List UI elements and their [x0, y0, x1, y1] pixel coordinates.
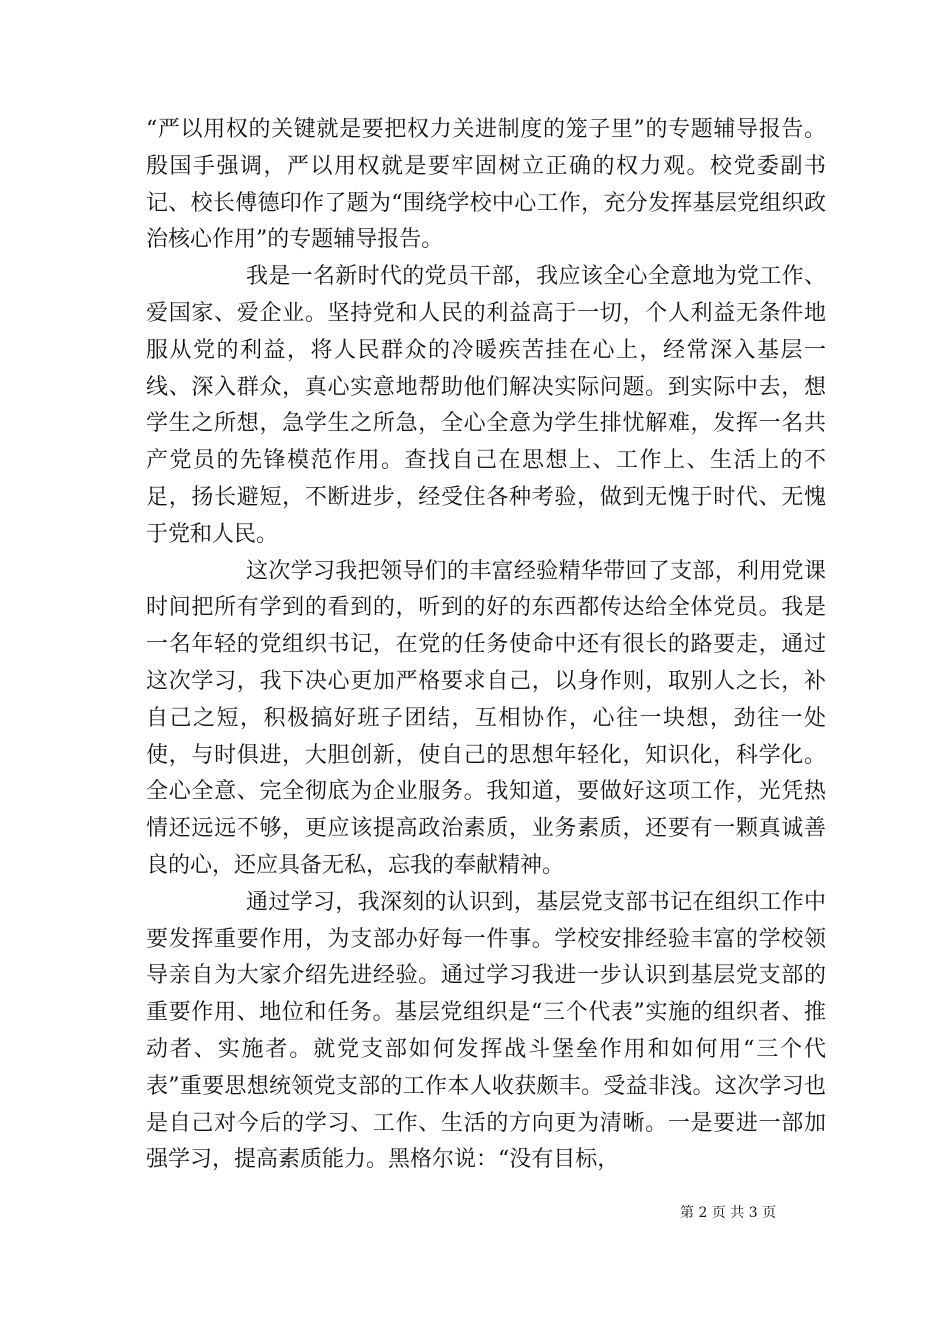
- paragraph-4: 通过学习，我深刻的认识到，基层党支部书记在组织工作中要发挥重要作用，为支部办好每一件事。学校安排经验丰富的学校领导亲自为大家介绍先进经验。通过学习我进一步认识到基层党支部的重要作用、地位和任务。基层党组织是“三个代表”实施的组织者、推动者、实施者。就党支部如何发挥战斗堡垒作用和如何用“三个代表”重要思想统领党支部的工作本人收获颇丰。受益非浅。这次学习也是自己对今后的学习、工作、生活的方向更为清晰。一是要进一部加强学习，提高素质能力。黑格尔说：“没有目标，: [146, 889, 826, 1173]
- page-number-footer: 第 2 页 共 3 页: [680, 1205, 777, 1221]
- document-body: [146, 112, 826, 1179]
- paragraph-3: 这次学习我把领导们的丰富经验精华带回了支部，利用党课时间把所有学到的看到的，听到的好的东西都传达给全体党员。我是一名年轻的党组织书记，在党的任务使命中还有很长的路要走，通过这次学习，我下决心更加严格要求自己，以身作则，取别人之长，补自己之短，积极搞好班子团结，互相协作，心往一块想，劲往一处使，与时俱进，大胆创新，使自己的思想年轻化，知识化，科学化。全心全意、完全彻底为企业服务。我知道，要做好这项工作，光凭热情还远远不够，更应该提高政治素质，业务素质，还要有一颗真诚善良的心，还应具备无私，忘我的奉献精神。: [146, 558, 826, 878]
- paragraph-2: 我是一名新时代的党员干部，我应该全心全意地为党工作、爱国家、爱企业。坚持党和人民的利益高于一切，个人利益无条件地服从党的利益，将人民群众的冷暖疾苦挂在心上，经常深入基层一线、深入群众，真心实意地帮助他们解决实际问题。到实际中去，想学生之所想，急学生之所急，全心全意为学生排忧解难，发挥一名共产党员的先锋模范作用。查找自己在思想上、工作上、生活上的不足，扬长避短，不断进步，经受住各种考验，做到无愧于时代、无愧于党和人民。: [146, 264, 826, 547]
- paragraph-1: “严以用权的关键就是要把权力关进制度的笼子里”的专题辅导报告。殷国手强调，严以用权就是要牢固树立正确的权力观。校党委副书记、校长傅德印作了题为“围绕学校中心工作，充分发挥基层党组织政治核心作用”的专题辅导报告。: [146, 117, 826, 253]
